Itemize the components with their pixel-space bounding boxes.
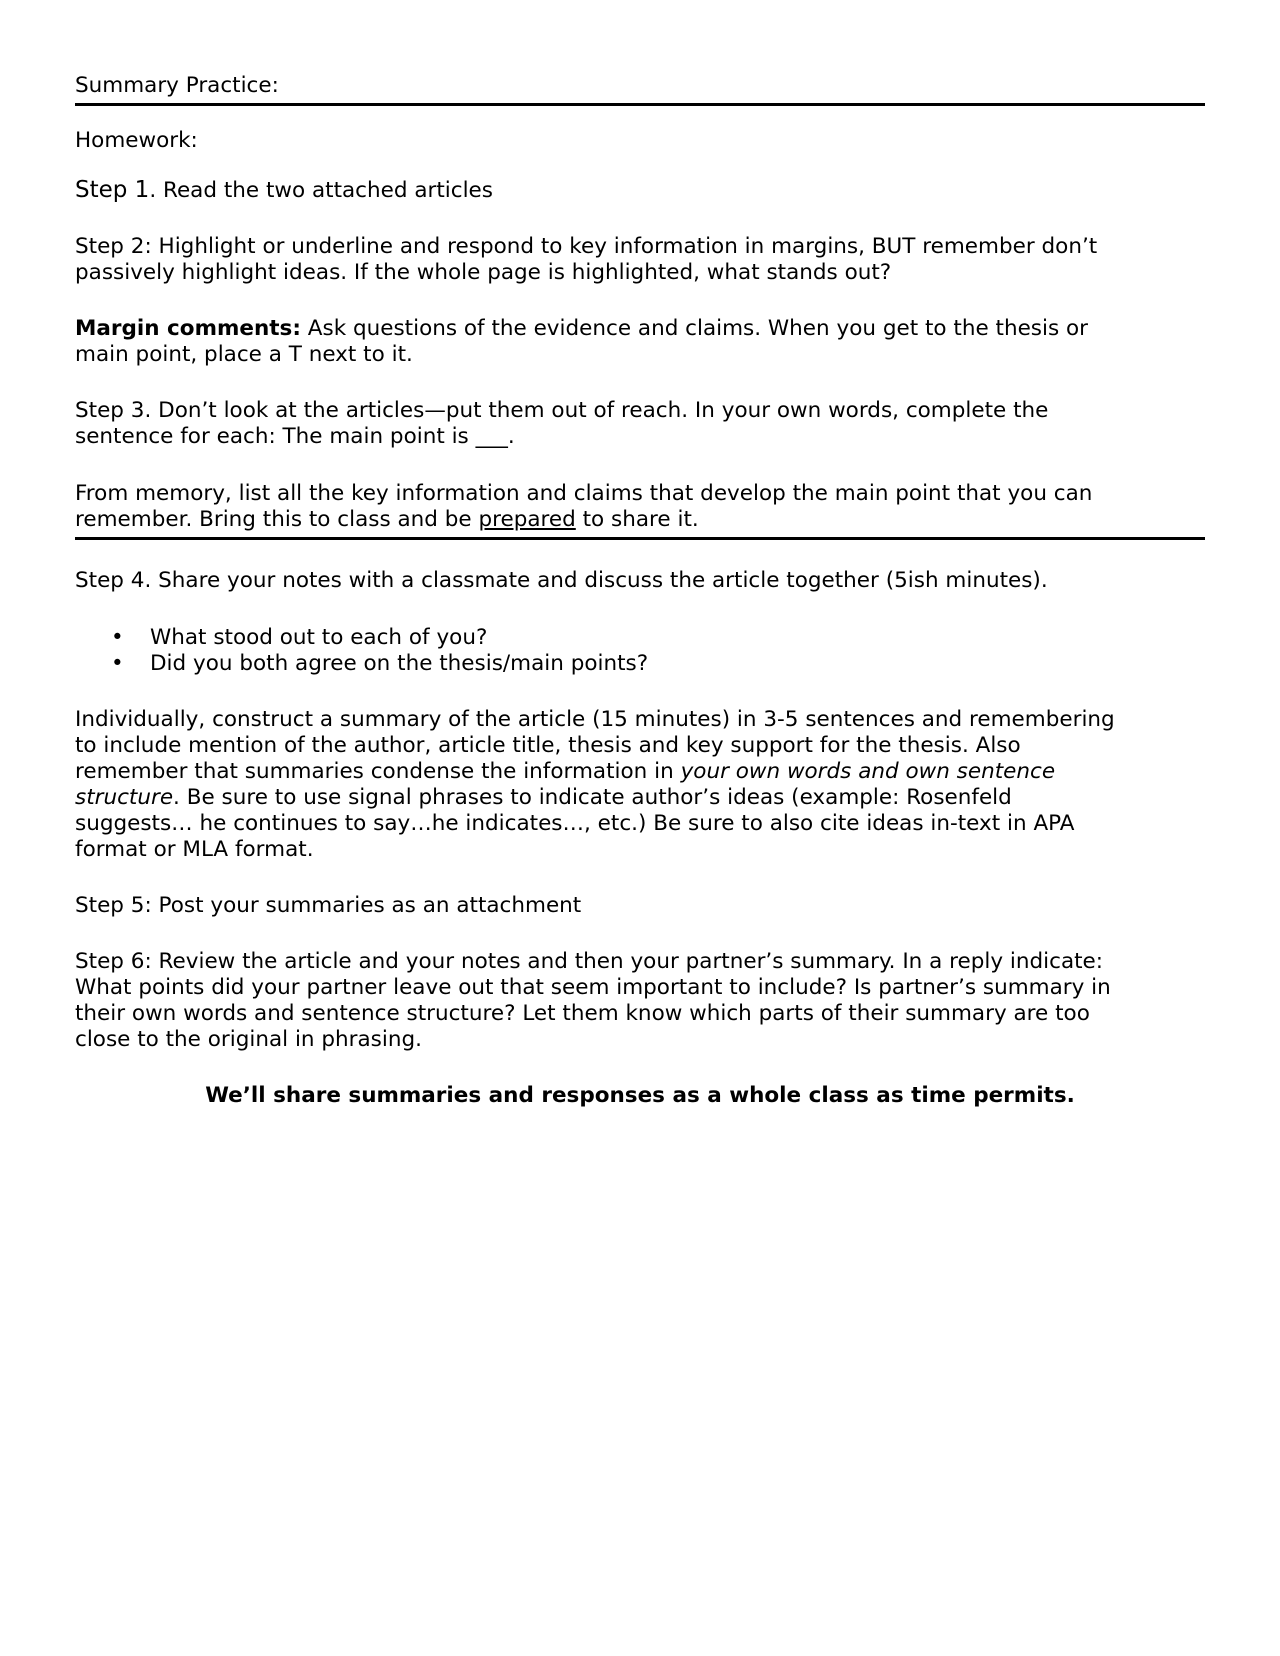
step5-text: Step 5: Post your summaries as an attachment [75,893,582,918]
margin-comments-text: Ask questions of the evidence and claims. When you get to the thesis or [300,316,1089,341]
margin-comments-line2: main point, place a T next to it. [75,342,413,367]
homework-label: Homework: [75,128,198,153]
individually-line3-text: remember that summaries condense the information in [75,759,681,784]
step3-line2: sentence for each: The main point is ___. [75,424,515,449]
step1-paragraph [75,177,1205,205]
individually-line2: to include mention of the author, article title, thesis and key support for the thesis. Also [75,733,1021,758]
step4-text: Step 4. Share your notes with a classmate and discuss the article together (5ish minutes). [75,568,1048,593]
step1-text: . Read the two attached articles [149,178,493,203]
step1-lead: Step 1 [75,177,150,203]
individually-line4-text: . Be sure to use signal phrases to indicate author’s ideas (example: Rosenfeld [173,785,1012,810]
memory-text-after: to share it. [575,507,699,532]
title-divider [75,103,1205,106]
memory-text-before: remember. Bring this to class and be [75,507,479,532]
margin-comments-label: Margin comments: [75,316,301,341]
bullet-text: What stood out to each of you? [150,625,488,650]
closing-statement: We’ll share summaries and responses as a whole class as time permits. [205,1083,1075,1108]
section-divider [75,537,1205,540]
bullet-text: Did you both agree on the thesis/main points? [150,651,649,676]
bullet-icon: • [111,625,124,650]
step2-line2: passively highlight ideas. If the whole page is highlighted, what stands out? [75,260,892,285]
memory-line1: From memory, list all the key information and claims that develop the main point that you can [75,481,1093,506]
step6-line2: What points did your partner leave out that seem important to include? Is partner’s summary in [75,975,1111,1000]
individually-line3 [75,759,1205,786]
individually-line1: Individually, construct a summary of the article (15 minutes) in 3-5 sentences and remembering [75,707,1115,732]
step6-line3: their own words and sentence structure? Let them know which parts of their summary are too [75,1001,1090,1026]
step3-line1: Step 3. Don’t look at the articles—put them out of reach. In your own words, complete the [75,398,1049,423]
step2-line1: Step 2: Highlight or underline and respond to key information in margins, BUT remember don’t [75,234,1098,259]
memory-line2 [75,507,1205,534]
individually-line5: suggests… he continues to say…he indicates…, etc.) Be sure to also cite ideas in-text in APA [75,811,1075,836]
step6-line4: close to the original in phrasing. [75,1027,422,1052]
individually-line4 [75,785,1205,812]
individually-line6: format or MLA format. [75,837,314,862]
bullet-icon: • [111,651,124,676]
memory-underlined-word: prepared [478,507,576,532]
margin-comments-line1 [75,316,1205,343]
individually-line4-italic: structure [75,785,174,810]
page-title: Summary Practice: [75,73,279,98]
individually-line3-italic: your own words and own sentence [680,759,1056,784]
step6-line1: Step 6: Review the article and your notes and then your partner’s summary. In a reply indicate: [75,949,1104,974]
